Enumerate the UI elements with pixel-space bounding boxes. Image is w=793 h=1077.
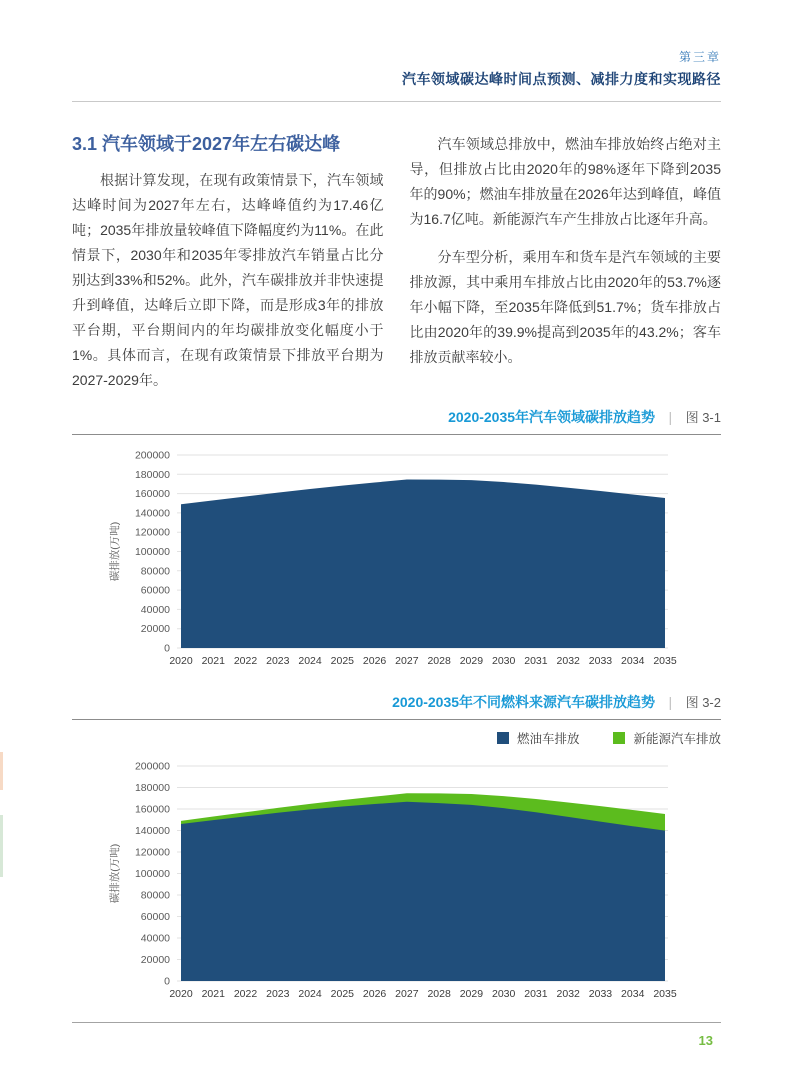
x-tick-label: 2034 <box>621 988 645 1000</box>
y-tick-label: 120000 <box>134 846 170 859</box>
y-tick-label: 20000 <box>140 623 170 636</box>
x-tick-label: 2026 <box>362 988 387 1000</box>
x-tick-label: 2026 <box>362 655 387 667</box>
x-tick-label: 2020 <box>169 655 193 667</box>
paragraph-fuel-share: 汽车领域总排放中，燃油车排放始终占绝对主导，但排放占比由2020年的98%逐年下降到2035年的90%；燃油车排放量在2026年达到峰值，峰值为16.7亿吨。新能源汽车产生排放占比逐年升高。 <box>409 136 721 227</box>
y-axis-title: 碳排放(万吨) <box>109 843 121 904</box>
x-tick-label: 2029 <box>459 655 484 667</box>
x-tick-label: 2024 <box>298 988 322 1000</box>
x-tick-label: 2031 <box>524 988 548 1000</box>
left-edge-tab-orange <box>0 752 3 790</box>
carbon-emission-trend-chart <box>72 443 721 678</box>
legend-item <box>497 729 580 747</box>
y-tick-label: 80000 <box>140 889 170 902</box>
x-tick-label: 2024 <box>298 655 322 667</box>
y-tick-label: 100000 <box>134 546 170 558</box>
area-series-0 <box>181 802 665 981</box>
x-tick-label: 2032 <box>556 655 580 667</box>
y-tick-label: 120000 <box>134 526 170 539</box>
y-axis-title: 碳排放(万吨) <box>109 521 121 582</box>
page-title: 汽车领域碳达峰时间点预测、减排力度和实现路径 <box>402 71 721 87</box>
y-tick-label: 180000 <box>134 468 170 481</box>
x-tick-label: 2020 <box>169 988 193 1000</box>
y-tick-label: 0 <box>164 975 170 988</box>
footer-divider <box>72 1022 721 1023</box>
x-tick-label: 2023 <box>266 988 290 1000</box>
page-header <box>72 50 721 102</box>
fuel-source-emission-chart <box>72 754 721 1010</box>
x-tick-label: 2029 <box>459 988 484 1000</box>
x-tick-label: 2031 <box>524 655 548 667</box>
y-tick-label: 60000 <box>140 911 170 923</box>
right-column <box>410 132 722 393</box>
page-number: 13 <box>698 1033 713 1048</box>
figure-1-header <box>72 407 721 435</box>
figure-2-title: 2020-2035年不同燃料来源汽车碳排放趋势 <box>392 694 656 710</box>
x-tick-label: 2028 <box>427 988 451 1000</box>
y-tick-label: 40000 <box>140 932 170 945</box>
y-tick-label: 140000 <box>134 825 170 837</box>
legend-item <box>613 729 721 747</box>
y-tick-label: 140000 <box>134 507 170 520</box>
x-tick-label: 2032 <box>556 988 580 1000</box>
y-tick-label: 20000 <box>140 954 170 966</box>
x-tick-label: 2023 <box>266 655 290 667</box>
y-tick-label: 100000 <box>134 868 170 880</box>
x-tick-label: 2025 <box>330 988 355 1000</box>
x-tick-label: 2034 <box>621 655 645 667</box>
legend-swatch-icon <box>613 732 625 744</box>
paragraph-intro: 根据计算发现，在现有政策情景下，汽车领域达峰时间为2027年左右，达峰峰值约为17.46亿吨；2035年排放量较峰值下降幅度约为11%。在此情景下，2030年和2035年零排放汽车销量占比分别达到33%和52%。此外，汽车碳排放并非快速提升到峰值，达峰后立即下降，而是形成3年的排放平台期，平台期间内的年均碳排放变化幅度小于1%。具体而言，在现有政策情景下排放平台期为2027-2029年。 <box>72 172 384 388</box>
y-tick-label: 200000 <box>134 449 170 462</box>
x-tick-label: 2035 <box>653 988 677 1000</box>
y-tick-label: 200000 <box>134 760 170 773</box>
y-tick-label: 0 <box>164 642 170 655</box>
x-tick-label: 2030 <box>491 988 516 1000</box>
area-series-0 <box>181 480 665 648</box>
chapter-label: 第三章 <box>678 50 721 64</box>
y-tick-label: 160000 <box>134 488 170 501</box>
x-tick-label: 2022 <box>233 655 258 667</box>
y-tick-label: 40000 <box>140 603 170 616</box>
x-tick-label: 2033 <box>588 988 613 1000</box>
paragraph-vehicle-type: 分车型分析，乘用车和货车是汽车领域的主要排放源，其中乘用车排放占比由2020年的53.7%逐年小幅下降，至2035年降低到51.7%；货车排放占比由2020年的39.9%提高到2035年的43.2%；客车排放贡献率较小。 <box>409 249 721 365</box>
y-tick-label: 60000 <box>140 584 170 597</box>
figure-1-divider: | <box>668 409 673 425</box>
x-tick-label: 2028 <box>427 655 451 667</box>
left-edge-tab-green <box>0 815 3 877</box>
x-tick-label: 2030 <box>491 655 516 667</box>
x-tick-label: 2027 <box>395 655 419 667</box>
y-tick-label: 80000 <box>140 565 170 578</box>
figure-2-divider: | <box>668 694 673 710</box>
legend-label: 燃油车排放 <box>516 732 580 746</box>
legend-label: 新能源汽车排放 <box>633 732 721 746</box>
page-footer <box>72 1022 721 1048</box>
chart2-legend <box>72 730 721 746</box>
y-tick-label: 160000 <box>134 803 170 816</box>
x-tick-label: 2021 <box>201 655 225 667</box>
left-column <box>72 132 384 393</box>
x-tick-label: 2022 <box>233 988 258 1000</box>
x-tick-label: 2035 <box>653 655 677 667</box>
x-tick-label: 2021 <box>201 988 225 1000</box>
y-tick-label: 180000 <box>134 782 170 794</box>
figure-1-title: 2020-2035年汽车领域碳排放趋势 <box>448 409 656 425</box>
figure-2-label: 图 3-2 <box>685 695 721 710</box>
body-columns <box>72 132 721 393</box>
figure-2-header <box>72 692 721 720</box>
legend-swatch-icon <box>497 732 509 744</box>
x-tick-label: 2025 <box>330 655 355 667</box>
x-tick-label: 2027 <box>395 988 419 1000</box>
figure-1-label: 图 3-1 <box>685 410 721 425</box>
x-tick-label: 2033 <box>588 655 613 667</box>
section-title: 3.1 汽车领域于2027年左右碳达峰 <box>72 134 341 154</box>
